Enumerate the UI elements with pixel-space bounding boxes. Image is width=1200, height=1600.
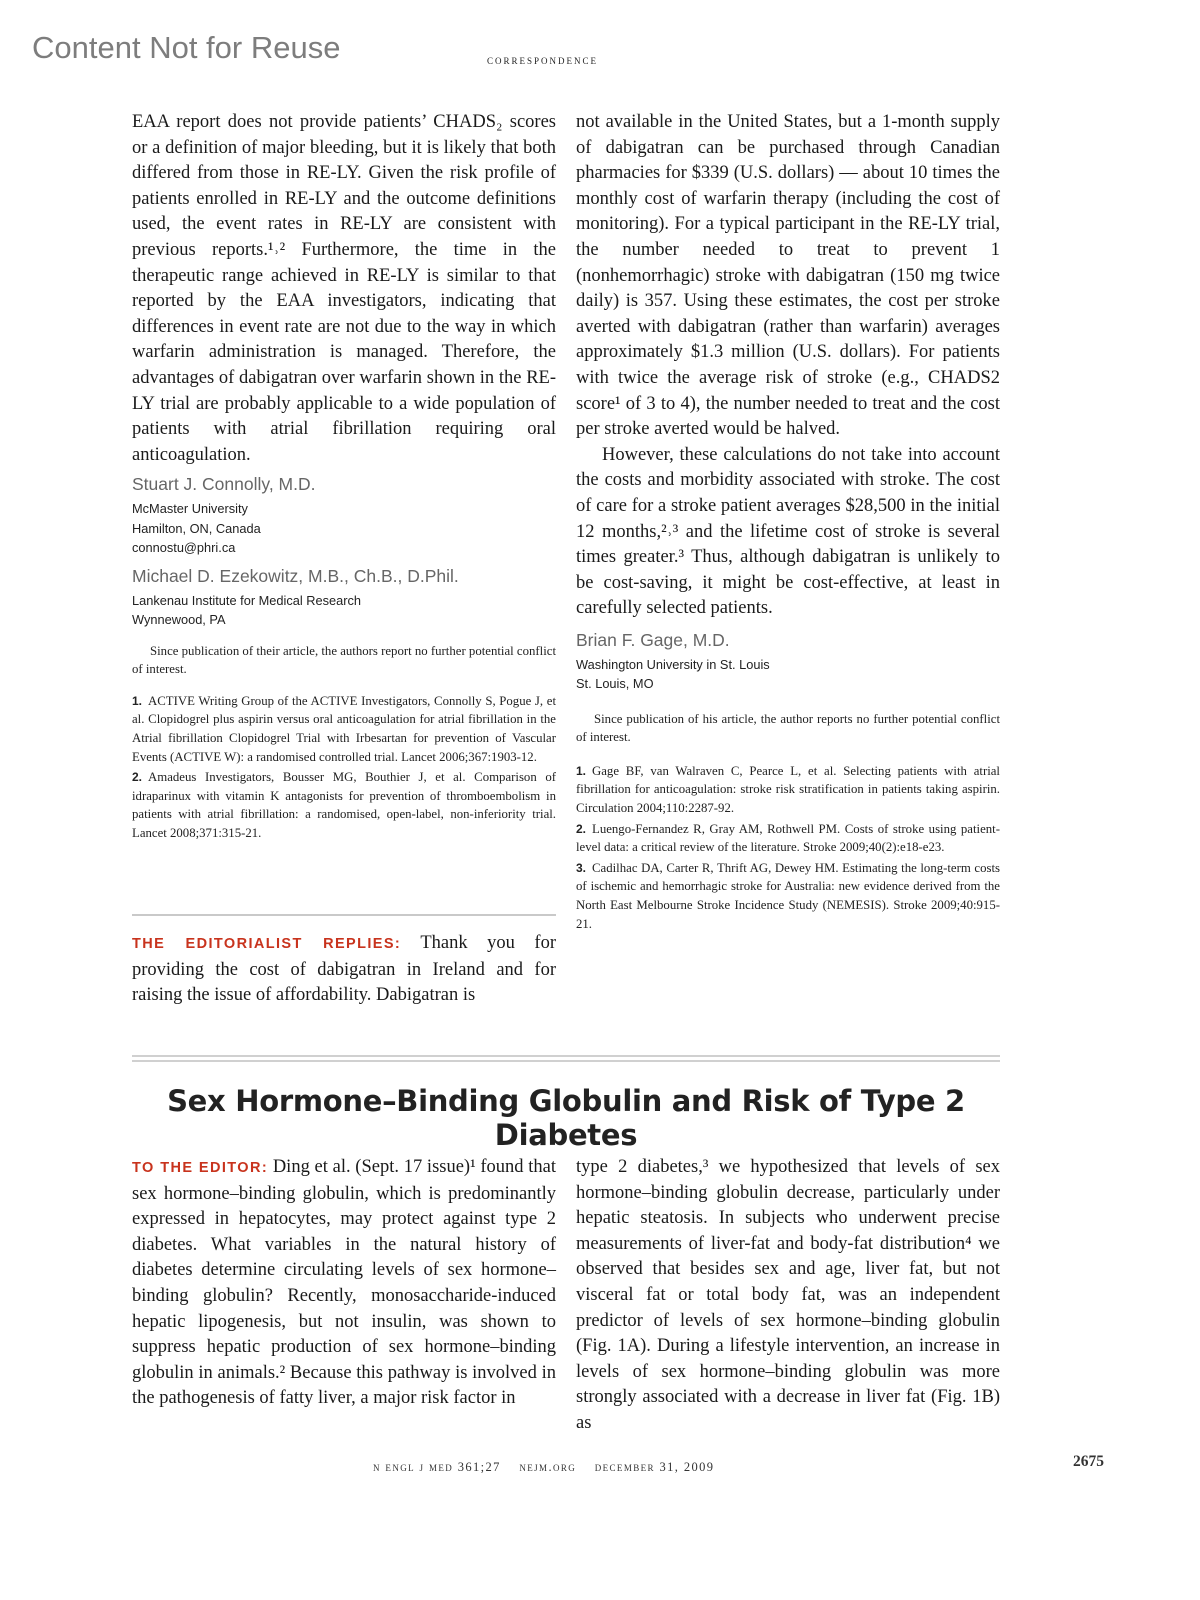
article-right-column (576, 1155, 1000, 1437)
watermark: Content Not for Reuse (32, 30, 341, 65)
reference-item (132, 692, 556, 766)
footer-journal: n engl j med 361;27 (373, 1460, 501, 1474)
left-paragraph: EAA report does not provide patients’ CHADS₂ scores or a definition of major bleeding, but it is likely that both differed from those in RE-LY. Given the risk profile of patients enrolled in RE-LY and the outcome definitions used, the event rates in RE-LY are consistent with previous reports.¹˒² Furthermore, the time in the therapeutic range achieved in RE-LY is similar to that reported by the EAA investigators, indicating that differences in event rate are not due to the way in which warfarin administration is managed. Therefore, the advantages of dabigatran over warfarin shown in the RE-LY trial are probably applicable to a wide population of patients with atrial fibrillation requiring oral anticoagulation. (132, 112, 556, 465)
right-paragraph-2: However, these calculations do not take into account the costs and morbidity associated with stroke. The cost of care for a stroke patient averages $28,500 in the initial 12 months,²˒³ and the lifetime cost of stroke is several times greater.³ Thus, although dabigatran is unlikely to be cost-saving, it might be cost-effective, at least in carefully selected patients. (576, 444, 1000, 619)
reference-item (576, 762, 1000, 818)
author-location: Wynnewood, PA (132, 612, 226, 628)
author-name: Brian F. Gage, M.D. (576, 629, 730, 650)
article-divider (132, 1055, 1000, 1057)
reference-number: 1. (576, 763, 587, 778)
reference-item (132, 768, 556, 842)
reference-text: Gage BF, van Walraven C, Pearce L, et al. Selecting patients with atrial fibrillation for anticoagulation: stroke risk stratification in patients taking aspirin. Circulation 2004;110:2287-92. (576, 763, 1000, 816)
author-location: Hamilton, ON, Canada (132, 520, 261, 536)
disclosure-statement: Since publication of their article, the authors report no further potential conflict of interest. (132, 643, 556, 676)
article-left-text: Ding et al. (Sept. 17 issue)¹ found that sex hormone–binding globulin, which is predominantly expressed in hepatocytes, may protect against type 2 diabetes. What variables in the natural history of diabetes determine circulating levels of sex hormone–binding globulin? Recently, monosaccharide-induced hepatic lipogenesis, but not insulin, was shown to suppress hepatic production of sex hormone–binding globulin in animals.² Because this pathway is involved in the pathogenesis of fatty liver, a major risk factor in (132, 1157, 556, 1409)
editorialist-reply (132, 931, 556, 1009)
reference-item (576, 820, 1000, 857)
section-heading: correspondence (487, 53, 599, 67)
footer-site: nejm.org (519, 1460, 577, 1474)
footer-date: december 31, 2009 (594, 1460, 715, 1474)
upper-left-column (132, 110, 556, 845)
editorialist-text: Thank you for providing the cost of dabigatran in Ireland and for raising the issue of affordability. Dabigatran is (132, 933, 557, 1006)
reference-number: 3. (576, 860, 587, 875)
author-name: Michael D. Ezekowitz, M.B., Ch.B., D.Phil. (132, 565, 459, 586)
reference-text: ACTIVE Writing Group of the ACTIVE Investigators, Connolly S, Pogue J, et al. Clopidogrel plus aspirin versus oral anticoagulation for atrial fibrillation in the Atrial fibrillation Clopidogrel Trial with Irbesartan for prevention of Vascular Events (ACTIVE W): a randomised controlled trial. Lancet 2006;367:1903-12. (132, 693, 556, 764)
author-location: St. Louis, MO (576, 676, 654, 692)
author-affiliation: McMaster University (132, 501, 248, 517)
author-affiliation: Washington University in St. Louis (576, 656, 770, 672)
reference-list (576, 762, 1000, 933)
reference-number: 2. (132, 770, 143, 785)
article-divider (132, 1060, 1000, 1062)
divider (132, 914, 556, 916)
author-name: Stuart J. Connolly, M.D. (132, 474, 316, 495)
reference-number: 2. (576, 821, 587, 836)
reference-text: Cadilhac DA, Carter R, Thrift AG, Dewey HM. Estimating the long-term costs of ischemic and hemorrhagic stroke for Australia: new evidence derived from the North East Melbourne Stroke Incidence Study (NEMESIS). Stroke 2009;40:915-21. (576, 860, 1000, 931)
page-footer (373, 1460, 728, 1475)
upper-right-column (576, 110, 1000, 935)
disclosure-statement: Since publication of his article, the author reports no further potential conflict of interest. (576, 711, 1000, 744)
reference-text: Luengo-Fernandez R, Gray AM, Rothwell PM. Costs of stroke using patient-level data: a critical review of the literature. Stroke 2009;40(2):e18-e23. (576, 821, 1000, 855)
reference-list (132, 692, 556, 843)
article-right-text: type 2 diabetes,³ we hypothesized that levels of sex hormone–binding globulin decrease, particularly under hepatic steatosis. In subjects who underwent precise measurements of liver-fat and body-fat distribution⁴ we observed that besides sex and age, liver fat, but not visceral fat or total body fat, was an independent predictor of levels of sex hormone–binding globulin (Fig. 1A). During a lifestyle intervention, an increase in levels of sex hormone–binding globulin was more strongly associated with a decrease in liver fat (Fig. 1B) as (576, 1157, 1000, 1433)
reference-number: 1. (132, 693, 143, 708)
right-paragraph-1: not available in the United States, but a 1-month supply of dabigatran can be purchased through Canadian pharmacies for $339 (U.S. dollars) — about 10 times the monthly cost of warfarin therapy (including the cost of monitoring). For a typical participant in the RE-LY trial, the number needed to treat to prevent 1 (nonhemorrhagic) stroke with dabigatran (150 mg twice daily) is 357. Using these estimates, the cost per stroke averted with dabigatran (rather than warfarin) averages approximately $1.3 million (U.S. dollars). For patients with twice the average risk of stroke (e.g., CHADS2 score¹ of 3 to 4), the number needed to treat and the cost per stroke averted would be halved. (576, 112, 1000, 440)
article-title: Sex Hormone–Binding Globulin and Risk of Type 2 Diabetes (167, 1084, 965, 1152)
editorialist-label: THE EDITORIALIST REPLIES: (132, 936, 402, 952)
reference-text: Amadeus Investigators, Bousser MG, Bouthier J, et al. Comparison of idraparinux with vitamin K antagonists for prevention of thromboembolism in patients with atrial fibrillation: a randomised, open-label, non-inferiority trial. Lancet 2008;371:315-21. (132, 770, 556, 840)
author-email: connostu@phri.ca (132, 540, 236, 556)
author-affiliation: Lankenau Institute for Medical Research (132, 592, 362, 608)
article-left-column (132, 1155, 556, 1412)
page-number: 2675 (1073, 1453, 1104, 1470)
reference-item (576, 859, 1000, 933)
to-editor-label: TO THE EDITOR: (132, 1160, 269, 1176)
